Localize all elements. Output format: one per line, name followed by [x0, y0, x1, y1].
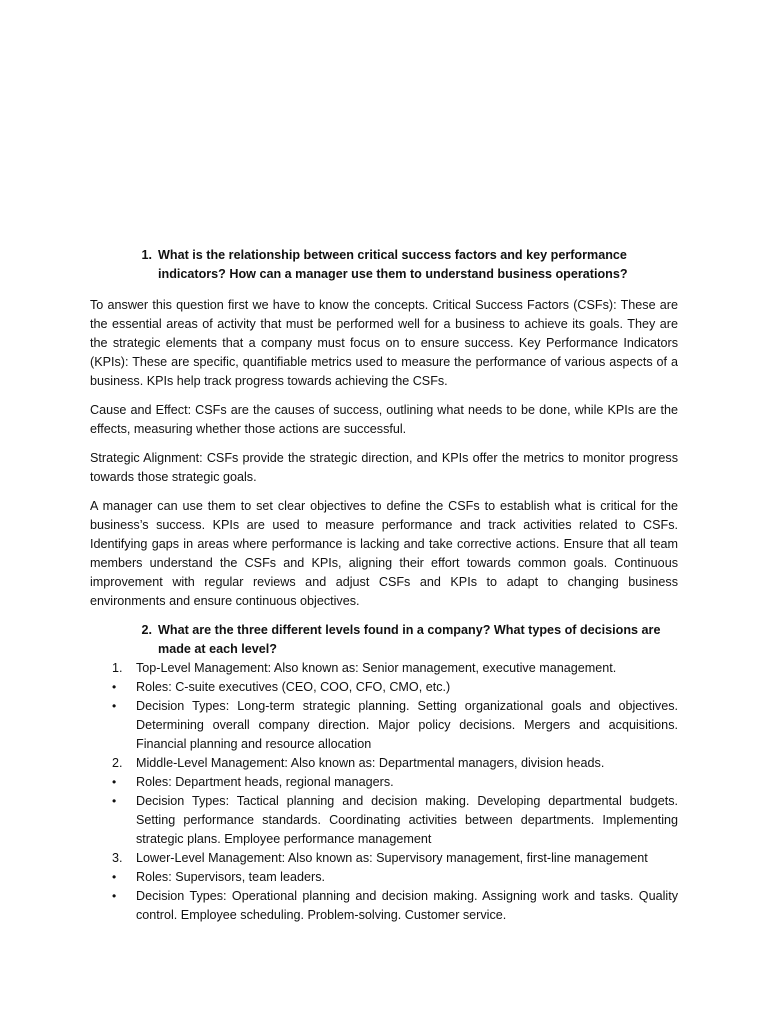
list-number: 1.: [112, 661, 123, 675]
bullet-icon: •: [112, 699, 117, 713]
document-content: [90, 246, 678, 925]
list-item-text: Roles: Supervisors, team leaders.: [136, 870, 325, 884]
question-1-heading: [90, 246, 678, 284]
list-item-text: Lower-Level Management: Also known as: Supervisory management, first-line management: [136, 851, 648, 865]
list-item: [90, 697, 678, 754]
question-1-text: What is the relationship between critical success factors and key performance indicators? How can a manager use them to understand business operations?: [158, 248, 628, 281]
paragraph-manager-use: A manager can use them to set clear objectives to define the CSFs to establish what is critical for the business’s success. KPIs are used to measure performance and track activities related to CSFs. Identifying gaps in areas where performance is lacking and take corrective actions. Ensure that all team members understand the CSFs and KPIs, aligning their effort towards common goals. Continuous improvement with regular reviews and adjust CSFs and KPIs to adapt to changing business environments and ensure continuous objectives.: [90, 499, 678, 608]
question-2-text: What are the three different levels found in a company? What types of decisions are made at each level?: [158, 623, 661, 656]
bullet-icon: •: [112, 870, 117, 884]
list-item-text: Decision Types: Long-term strategic planning. Setting organizational goals and objectives. Determining overall company direction. Major policy decisions. Mergers and acquisitions. Financial planning and resource allocation: [136, 699, 678, 751]
list-item-text: Middle-Level Management: Also known as: Departmental managers, division heads.: [136, 756, 605, 770]
list-item: [90, 754, 678, 773]
question-1-number: 1.: [141, 248, 152, 262]
list-item-text: Decision Types: Operational planning and decision making. Assigning work and tasks. Quality control. Employee scheduling. Problem-solving. Customer service.: [136, 889, 678, 922]
list-item-text: Decision Types: Tactical planning and decision making. Developing departmental budgets. Setting performance standards. Coordinating activities between departments. Implementing strategic plans. Employee performance management: [136, 794, 678, 846]
list-item: [90, 887, 678, 925]
paragraph-strategic-alignment: Strategic Alignment: CSFs provide the strategic direction, and KPIs offer the metrics to monitor progress towards those strategic goals.: [90, 451, 678, 484]
list-item: [90, 849, 678, 868]
paragraph-cause-effect: Cause and Effect: CSFs are the causes of success, outlining what needs to be done, while KPIs are the effects, measuring whether those actions are successful.: [90, 403, 678, 436]
list-number: 3.: [112, 851, 123, 865]
paragraph-concepts: To answer this question first we have to know the concepts. Critical Success Factors (CSFs): These are the essential areas of activity that must be performed well for a business to achieve its goals. They are the strategic elements that a company must focus on to ensure success. Key Performance Indicators (KPIs): These are specific, quantifiable metrics used to measure the performance of various aspects of a business. KPIs help track progress towards achieving the CSFs.: [90, 298, 678, 388]
list-item: [90, 659, 678, 678]
list-number: 2.: [112, 756, 123, 770]
question-2-number: 2.: [141, 623, 152, 637]
list-item: [90, 678, 678, 697]
list-item-text: Roles: Department heads, regional managers.: [136, 775, 394, 789]
bullet-icon: •: [112, 794, 117, 808]
bullet-icon: •: [112, 775, 117, 789]
bullet-icon: •: [112, 680, 117, 694]
list-item: [90, 773, 678, 792]
management-levels-list: [90, 659, 678, 925]
question-2-heading: [90, 621, 678, 659]
list-item: [90, 792, 678, 849]
list-item: [90, 868, 678, 887]
list-item-text: Roles: C-suite executives (CEO, COO, CFO, CMO, etc.): [136, 680, 451, 694]
list-item-text: Top-Level Management: Also known as: Senior management, executive management.: [136, 661, 617, 675]
bullet-icon: •: [112, 889, 117, 903]
